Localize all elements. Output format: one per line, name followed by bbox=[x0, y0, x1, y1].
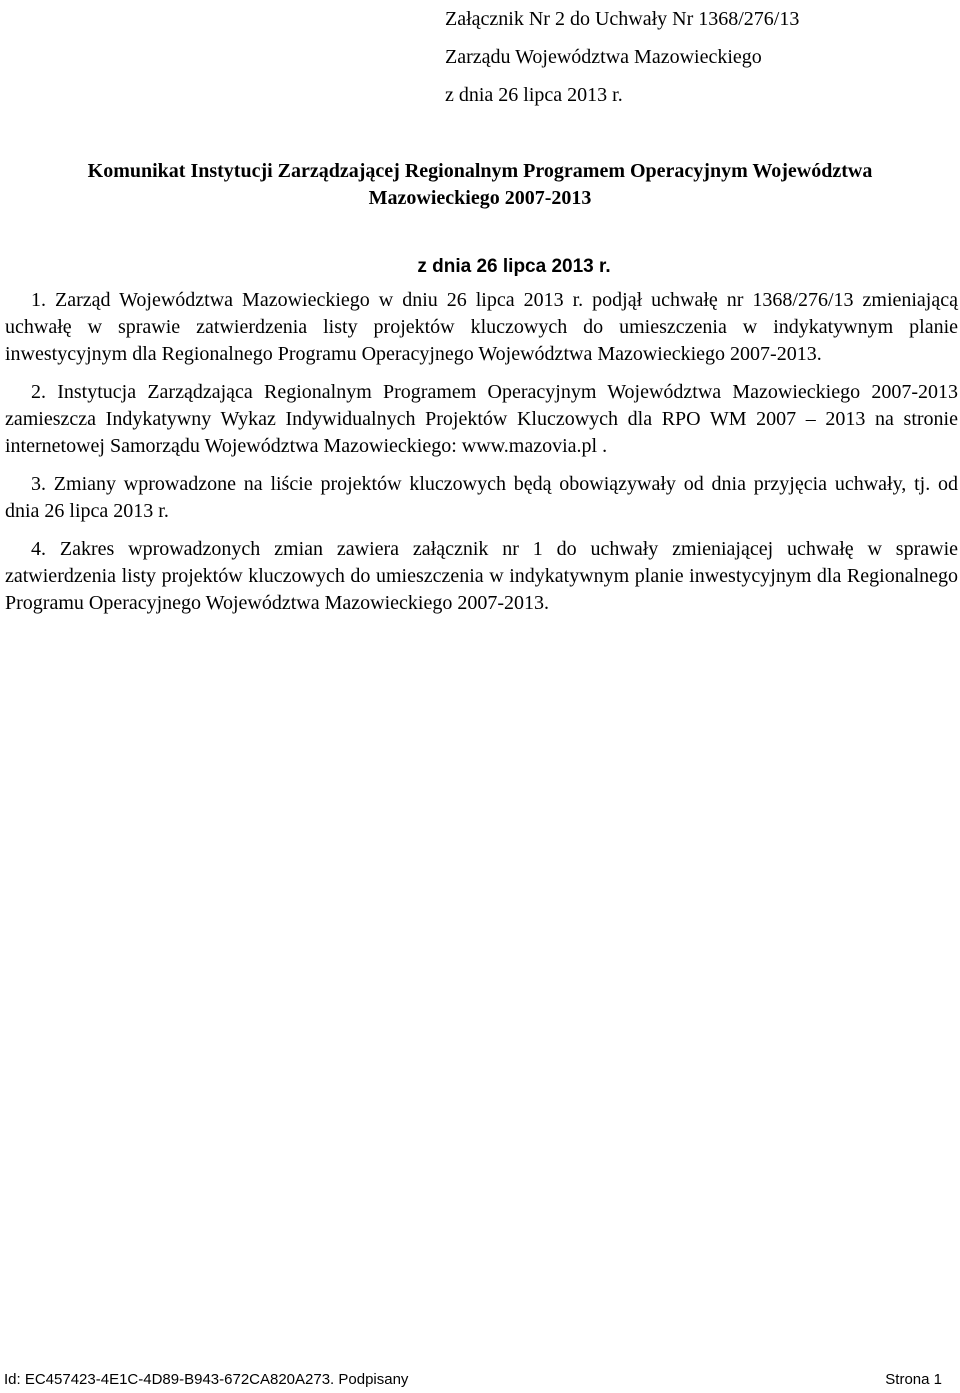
header-line-3: z dnia 26 lipca 2013 r. bbox=[445, 84, 623, 106]
attachment-header bbox=[445, 0, 945, 114]
point-1 bbox=[5, 287, 958, 368]
point-text: Zakres wprowadzonych zmian zawiera załącznik nr 1 do uchwały zmieniającej uchwałę w sprawie zatwierdzenia listy projektów kluczowych do umieszczenia w indykatywnym planie inwestycyjnym dla Regionalnego Programu Operacyjnego Województwa Mazowieckiego 2007-2013. bbox=[5, 538, 958, 614]
header-line-2: Zarządu Województwa Mazowieckiego bbox=[445, 46, 762, 68]
point-text: Instytucja Zarządzająca Regionalnym Programem Operacyjnym Województwa Mazowieckiego 2007-2013 zamieszcza Indykatywny Wykaz Indywidualnych Projektów Kluczowych dla RPO WM 2007 – 2013 na stronie internetowej Samorządu Województwa Mazowieckiego: www.mazovia.pl . bbox=[5, 381, 959, 457]
page-number: Strona 1 bbox=[885, 1371, 942, 1388]
point-number: 4. bbox=[31, 538, 46, 560]
page-footer bbox=[4, 1371, 942, 1389]
document-title bbox=[0, 158, 960, 212]
point-text: Zarząd Województwa Mazowieckiego w dniu 26 lipca 2013 r. podjął uchwałę nr 1368/276/13 zmieniającą uchwałę w sprawie zatwierdzenia listy projektów kluczowych do umieszczenia w indykatywnym planie inwestycyjnym dla Regionalnego Programu Operacyjnego Województwa Mazowieckiego 2007-2013. bbox=[5, 289, 958, 365]
title-line-2: Mazowieckiego 2007-2013 bbox=[368, 187, 592, 209]
document-date: z dnia 26 lipca 2013 r. bbox=[417, 256, 611, 277]
document-id: Id: EC457423-4E1C-4D89-B943-672CA820A273. Podpisany bbox=[4, 1371, 409, 1388]
point-number: 1. bbox=[31, 289, 46, 311]
point-text: Zmiany wprowadzone na liście projektów kluczowych będą obowiązywały od dnia przyjęcia uchwały, tj. od dnia 26 lipca 2013 r. bbox=[5, 473, 958, 522]
point-number: 2. bbox=[31, 381, 46, 403]
point-3 bbox=[5, 471, 958, 525]
header-line-1: Załącznik Nr 2 do Uchwały Nr 1368/276/13 bbox=[445, 8, 800, 30]
numbered-points bbox=[5, 287, 958, 628]
point-number: 3. bbox=[31, 473, 46, 495]
point-2 bbox=[5, 379, 958, 460]
title-line-1: Komunikat Instytucji Zarządzającej Regionalnym Programem Operacyjnym Województwa bbox=[87, 160, 873, 182]
point-4 bbox=[5, 536, 958, 617]
